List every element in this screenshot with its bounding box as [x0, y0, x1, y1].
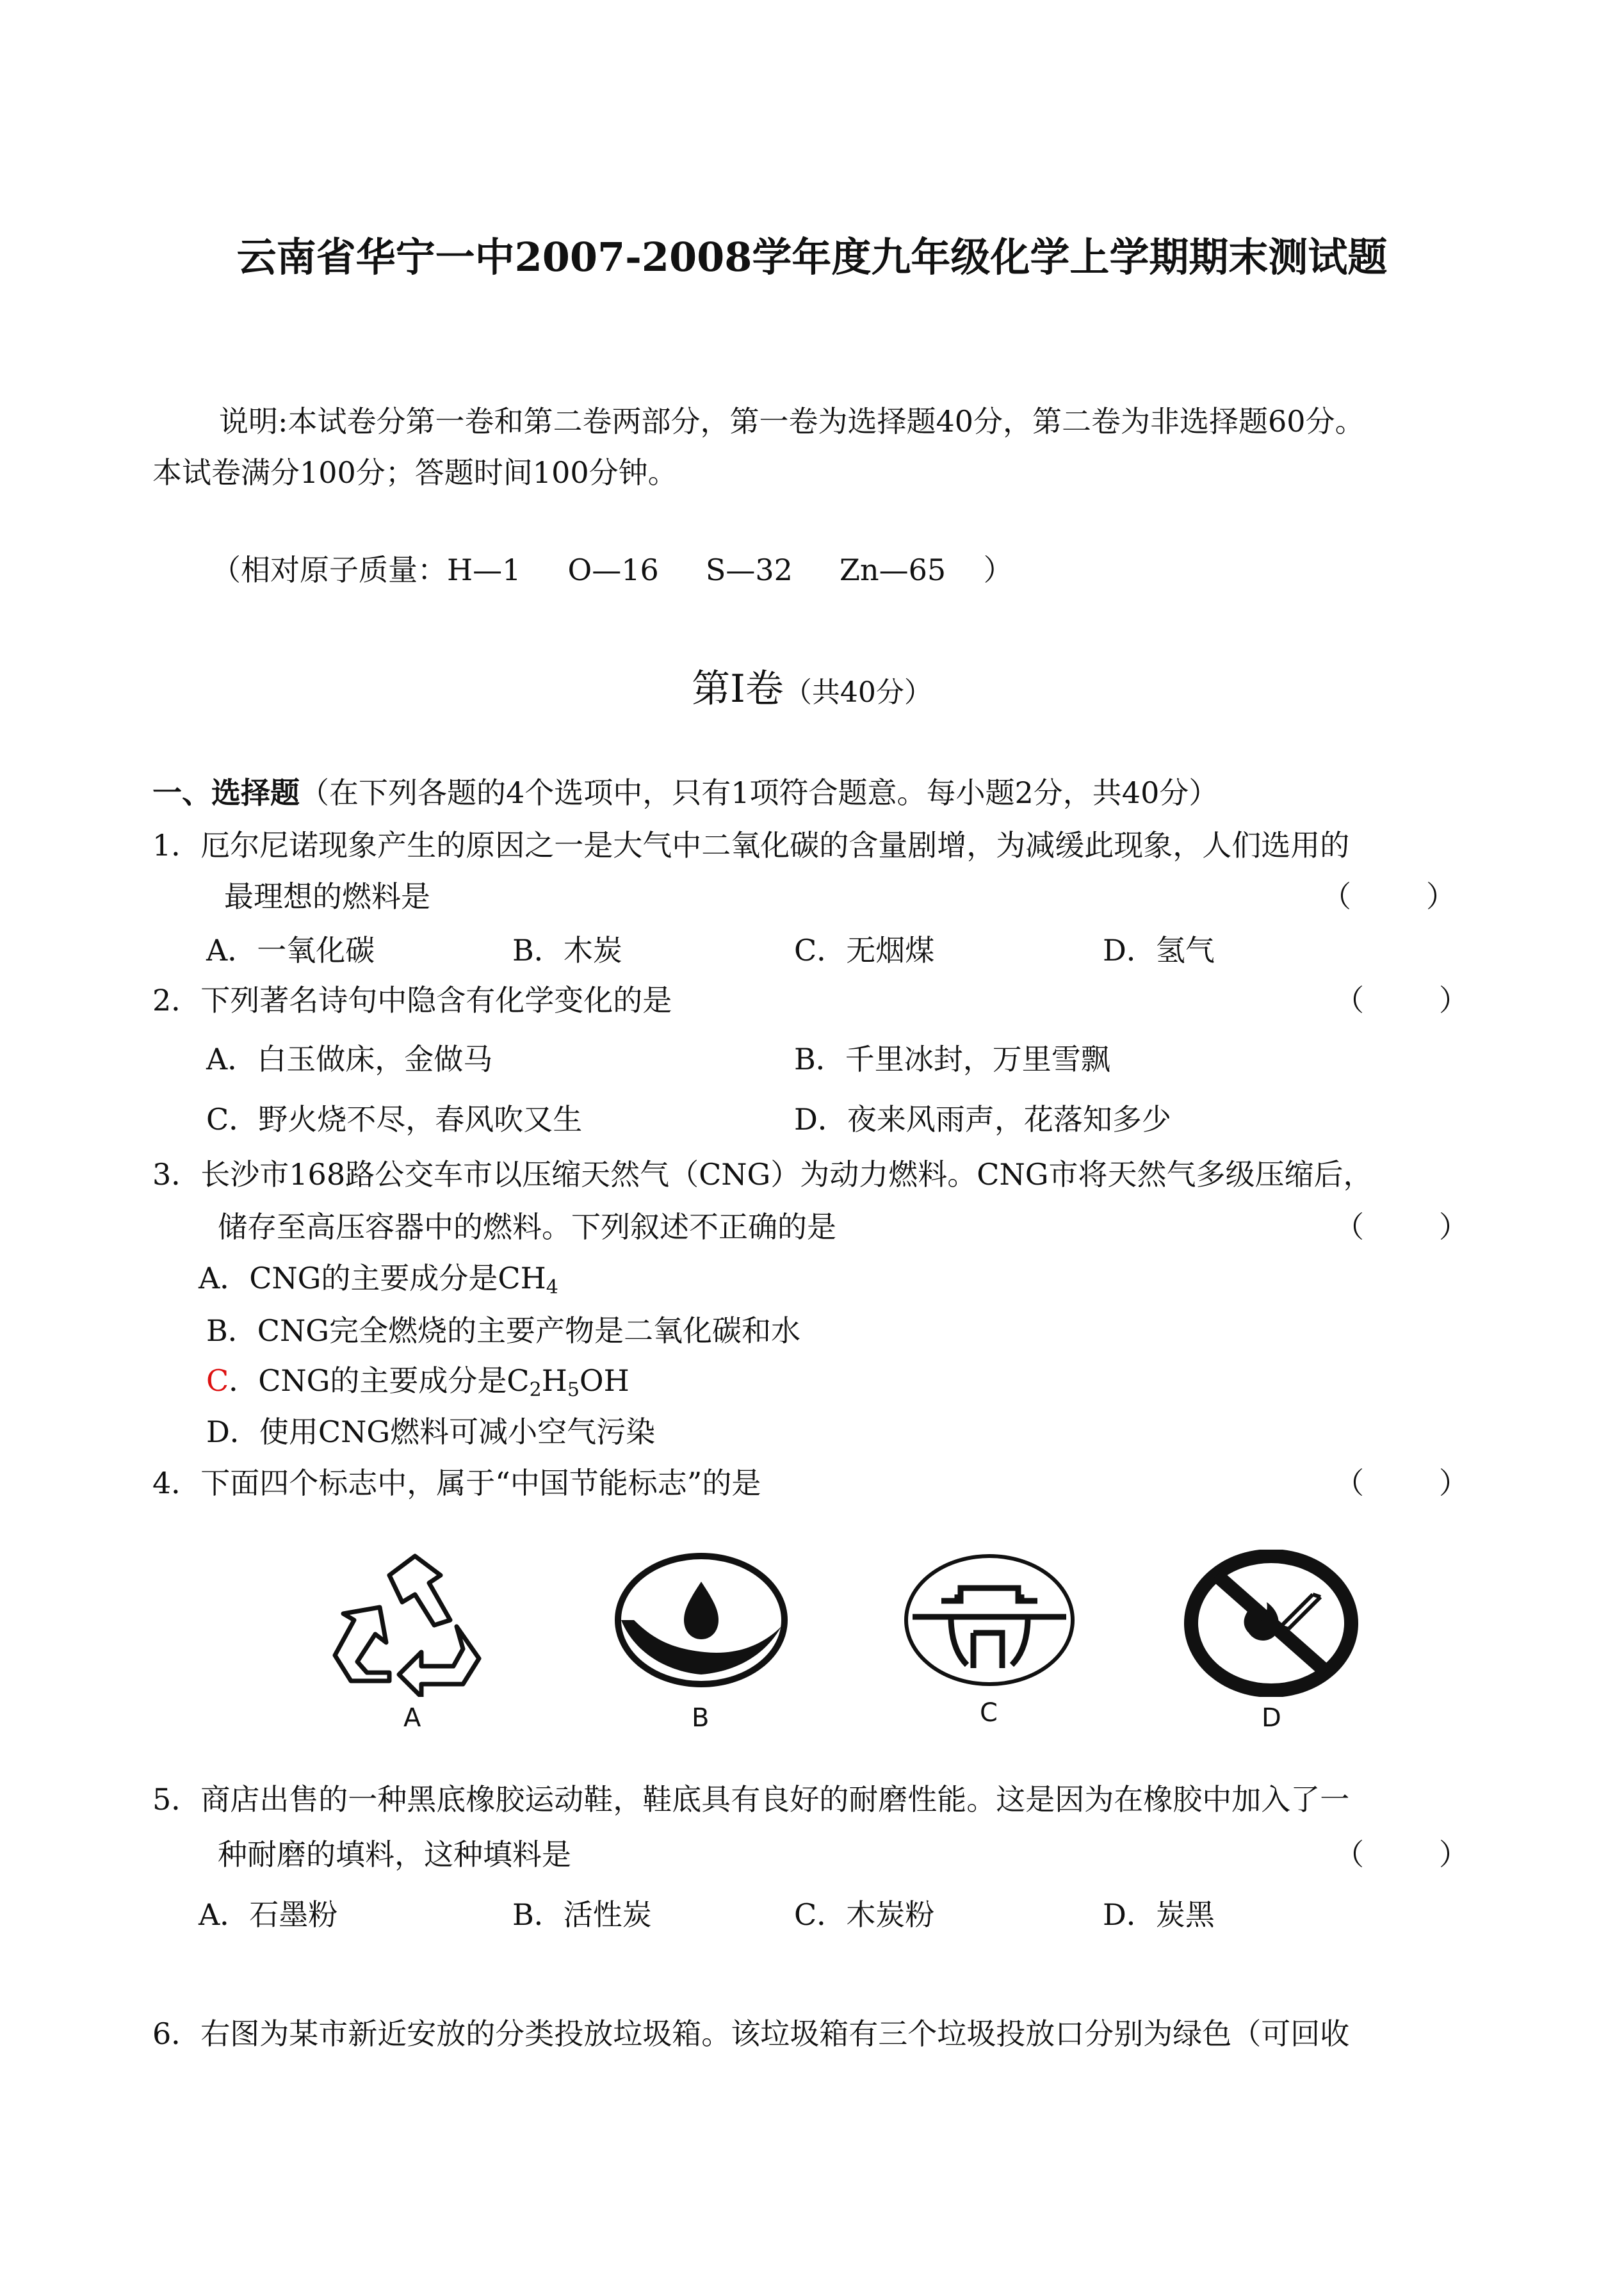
question-5: [152, 1780, 1349, 1819]
question-text: 右图为某市新近安放的分类投放垃圾箱。该垃圾箱有三个垃圾投放口分别为绿色（可回收: [200, 2016, 1350, 2051]
question-number: 2．: [152, 983, 201, 1018]
option-b: B．活性炭: [512, 1897, 652, 1932]
logo-label-c: C: [980, 1698, 998, 1728]
question-4: [152, 1464, 761, 1502]
question-number: 5．: [152, 1782, 201, 1817]
atomic-mass-note: （相对原子质量：H—1 O—16 S—32 Zn—65 ）: [211, 553, 1013, 587]
part-label: 一、选择题: [152, 775, 300, 810]
question-5-line-2: 种耐磨的填料，这种填料是: [218, 1837, 571, 1872]
question-number: 1．: [152, 828, 201, 863]
logo-label-b: B: [692, 1703, 710, 1733]
question-3: [152, 1155, 1372, 1194]
subscript: 4: [546, 1276, 558, 1299]
option-d: D．夜来风雨声，花落知多少: [794, 1102, 1171, 1137]
question-text: 下面四个标志中，属于“中国节能标志”的是: [200, 1466, 761, 1500]
option-a-text: A．CNG的主要成分是CH: [199, 1261, 546, 1295]
subscript: 5: [567, 1379, 580, 1401]
option-c-text: ．CNG的主要成分是C: [229, 1363, 530, 1398]
instructions-line-2: 本试卷满分100分；答题时间100分钟。: [152, 455, 678, 490]
question-2: [152, 981, 672, 1019]
option-d: D．氢气: [1103, 933, 1215, 968]
section-sub: （共40分）: [783, 676, 932, 709]
option-c: C．无烟煤: [794, 933, 935, 968]
option-a: [199, 1259, 558, 1297]
option-b: B．CNG完全燃烧的主要产物是二氧化碳和水: [206, 1313, 800, 1348]
option-c-letter: C: [206, 1363, 229, 1398]
option-c: C．野火烧不尽，春风吹又生: [206, 1102, 583, 1137]
question-text: 下列著名诗句中隐含有化学变化的是: [200, 983, 672, 1018]
option-c-text: H: [541, 1363, 567, 1398]
option-c-text: OH: [579, 1363, 629, 1398]
question-text: 厄尔尼诺现象产生的原因之一是大气中二氧化碳的含量剧增，为减缓此现象，人们选用的: [200, 828, 1350, 863]
answer-blank[interactable]: （ ）: [1322, 879, 1456, 914]
instructions-line-1: 说明:本试卷分第一卷和第二卷两部分，第一卷为选择题40分，第二卷为非选择题60分。: [219, 404, 1365, 439]
part-desc: （在下列各题的4个选项中，只有1项符合题意。每小题2分，共40分）: [300, 775, 1219, 810]
answer-blank[interactable]: （ ）: [1335, 1837, 1468, 1872]
option-d: D．炭黑: [1103, 1897, 1215, 1932]
water-drop-hand-icon: [608, 1550, 794, 1697]
question-6: [152, 2015, 1349, 2053]
option-d: D．使用CNG燃料可减小空气污染: [206, 1415, 656, 1449]
option-a: A．一氧化碳: [206, 933, 375, 968]
logo-label-d: D: [1262, 1703, 1281, 1733]
option-c: C．木炭粉: [794, 1897, 935, 1932]
question-3-line-2: 储存至高压容器中的燃料。下列叙述不正确的是: [218, 1210, 836, 1244]
option-b: B．千里冰封，万里雪飘: [794, 1042, 1110, 1076]
recycle-icon: [319, 1550, 505, 1697]
logo-label-a: A: [403, 1703, 421, 1733]
subscript: 2: [529, 1379, 542, 1401]
option-b: B．木炭: [512, 933, 622, 968]
question-number: 6．: [152, 2016, 201, 2051]
option-a: A．白玉做床，金做马: [206, 1042, 493, 1076]
page-title: 云南省华宁一中2007-2008学年度九年级化学上学期期末测试题: [236, 234, 1388, 280]
question-number: 4．: [152, 1466, 201, 1500]
question-text: 商店出售的一种黑底橡胶运动鞋，鞋底具有良好的耐磨性能。这是因为在橡胶中加入了一: [200, 1782, 1350, 1817]
section-heading: [0, 658, 1624, 713]
question-number: 3．: [152, 1157, 201, 1192]
question-1: [152, 826, 1349, 864]
answer-blank[interactable]: （ ）: [1335, 983, 1468, 1018]
question-1-line-2: 最理想的燃料是: [224, 879, 430, 914]
no-fire-icon: [1178, 1550, 1364, 1697]
part-heading: [152, 774, 1218, 812]
section-label: 第I卷: [692, 667, 784, 711]
answer-blank[interactable]: （ ）: [1335, 1466, 1468, 1500]
energy-saving-icon: [897, 1550, 1082, 1697]
question-text: 长沙市168路公交车市以压缩天然气（CNG）为动力燃料。CNG市将天然气多级压缩后，: [200, 1157, 1373, 1192]
answer-blank[interactable]: （ ）: [1335, 1210, 1468, 1244]
option-a: A．石墨粉: [199, 1897, 338, 1932]
option-c: [206, 1361, 629, 1400]
